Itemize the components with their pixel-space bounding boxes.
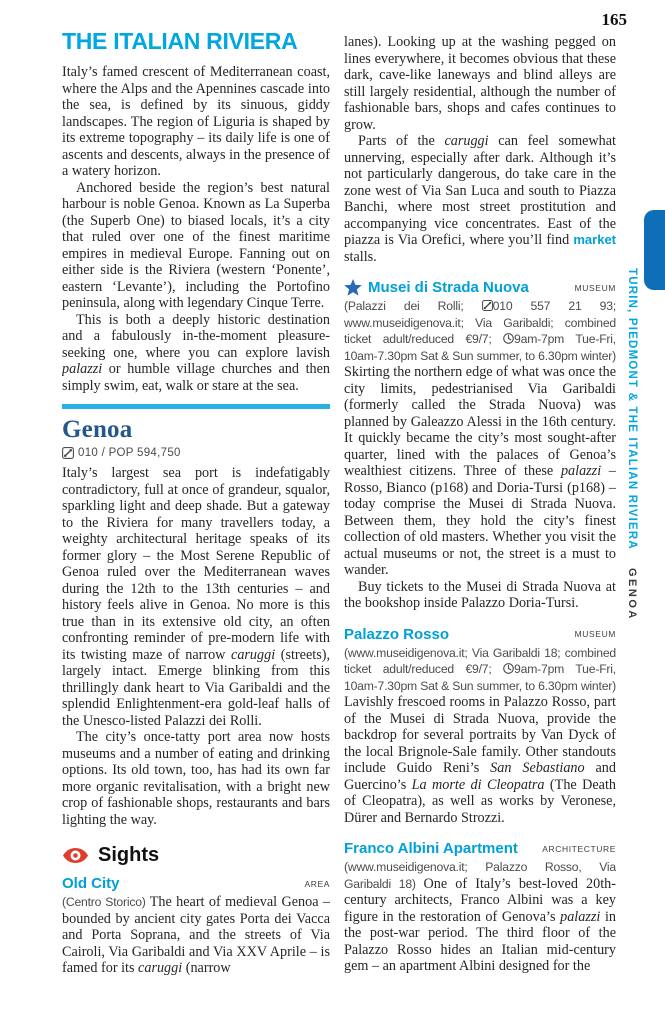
listing-title: Old City [62,875,120,892]
listing-title: Musei di Strada Nuova [368,279,529,296]
section-name-vertical: GENOA [626,568,638,622]
listing-body: (Centro Storico) The heart of medieval Genoa – bounded by ancient city gates Porta dei Vacca and Porta Soprana, and the streets of Via Cairoli, Via Garibaldi and Via XXV Aprile – is famed for its caruggi (narrow [62,894,330,976]
listing-category: MUSEUM [574,282,616,293]
genoa-section [62,404,330,828]
top-choice-star-icon [344,279,362,296]
continued-paragraph: Parts of the caruggi can feel somewhat unnerving, especially after dark. Although it’s not particularly dangerous, do take care in the zone west of Via San Luca and south to Piazza Banchi, where most street prostitution and accompanying vice concentrates. East of the piazza is Via Orefici, where you’ll find market stalls. [344,133,616,265]
intro-paragraph: Anchored beside the region’s best natural harbour is noble Genoa. Known as La Superba (the Superb One) to biased locals, it’s a city that ruled over one of the finest maritime empires in medieval Europe. Fanning out on either side is the Riviera (western ‘Ponente’, eastern ‘Levante’), including the Portofino peninsula, along with legendary Cinque Terre. [62,179,330,311]
listing-header [344,626,616,643]
chapter-thumb-tab [644,210,665,290]
continued-paragraph: lanes). Looking up at the washing pegged on lines everywhere, it becomes obvious that these dark, cave-like laneways and blind alleys are still largely residential, although the number of fashionable bars, shops and cafes continues to grow. [344,34,616,133]
sights-heading-label: Sights [98,844,160,866]
listing-body: (www.museidigenova.it; Palazzo Rosso, Via Garibaldi 18) One of Italy’s best-loved 20th-century architects, Franco Albini was a key figure in the restoration of Genova’s palazzi in the post-war period. The third floor of the Palazzo Rosso hides an Italian mid-century gem – an apartment Albini designed for the [344,860,616,974]
listing-body: Buy tickets to the Musei di Strada Nuova at the bookshop inside Palazzo Doria-Tursi. [344,578,616,611]
chapter-title: THE ITALIAN RIVIERA [62,28,298,54]
market-crossref-link[interactable]: market [573,232,616,247]
listing-old-city [62,875,330,977]
listing-body: (Palazzi dei Rolli; 010 557 21 93; www.museidigenova.it; Via Garibaldi; combined ticket adult/reduced €9/7; 9am-7pm Tue-Fri, 10am-7.30pm Sat & Sun summer, to 6.30pm winter) Skirting the northern edge of what was once the city limits, pedestrianised Via Garibaldi (formerly called the Strada Nuova) was planned by Galeazzo Alessi in the 16th century. It quickly became the city’s most sought-after quarter, lined with the palaces of Genoa’s wealthiest citizens. Three of these palazzi – Rosso, Bianco (p168) and Doria-Tursi (p168) – today comprise the Musei di Strada Nuova. Between them, they hold the city’s finest collection of old masters. Whether you visit the actual museums or not, the street is a must to wander. [344,299,616,578]
city-paragraph: The city’s once-tatty port area now hosts museums and a number of eating and drinking options. Its old town, too, has had its own far more organic revitalisation, with a bright new crop of fashionable shops, restaurants and bars lighting the way. [62,729,330,828]
city-phone-pop: 010 / POP 594,750 [78,447,181,459]
listing-category: ARCHITECTURE [542,843,616,854]
section-divider-bar [62,404,330,409]
intro-paragraph: Italy’s famed crescent of Mediterranean coast, where the Alps and the Apennines cascade into the sea, is defined by its sinuous, giddy landscapes. The region of Liguria is shaped by its extreme topography – its daily life is one of ascents and descents, always in the presence of a watery horizon. [62,64,330,179]
eye-icon [62,847,89,864]
listing-body: (www.museidigenova.it; Via Garibaldi 18; combined ticket adult/reduced €9/7; 9am-7pm Tue-Fri, 10am-7.30pm Sat & Sun summer, to 6.30pm winter) Lavishly frescoed rooms in Palazzo Rosso, part of the Musei di Strada Nuova, provide the backdrop for several portraits by Van Dyck of the local Brignole-Sale family. Other standouts include Guido Reni’s San Sebastiano and Guercino’s La morte di Cleopatra (The Death of Cleopatra), as well as works by Veronese, Dürer and Bernardo Strozzi. [344,645,616,826]
phone-icon [482,300,493,311]
listing-title: Franco Albini Apartment [344,840,518,857]
sights-heading [62,844,330,867]
chapter-name-vertical: TURIN, PIEDMONT & THE ITALIAN RIVIERA [626,268,638,550]
intro-paragraph: This is both a deeply historic destination and a fabulously in-the-moment pleasure-seeking one, where you can explore lavish palazzi or humble village churches and then simply swim, eat, walk or stare at the sea. [62,311,330,394]
listing-category: MUSEUM [574,629,616,639]
city-meta [62,447,330,459]
listing-title: Palazzo Rosso [344,625,450,643]
listing-header [344,279,616,296]
right-column [344,34,616,1024]
listing-palazzo-rosso [344,626,616,827]
listing-franco-albini-apartment [344,840,616,975]
listing-musei-di-strada-nuova [344,279,616,612]
city-paragraph: Italy’s largest sea port is indefatigably contradictory, full at once of grandeur, squalor, sparkling light and deep shade. But a gateway to the Riviera for many travellers today, a weighty architectural heritage speaks of its former glory – the Most Serene Republic of Genoa ruled over the Mediterranean waves during the 12th to the 13th centuries – and history feels alive in Genoa. No more is this true than in its extensive old city, an often confronting reminder of pre-modern life with its twisting maze of narrow caruggi (streets), largely intact. Emerge blinking from this thrillingly dank heart to Via Garibaldi and the splendid Enlightenment-era gold-leaf halls of the Unesco-listed Palazzi dei Rolli. [62,465,330,729]
left-column [62,28,330,1024]
city-heading: Genoa [62,416,133,443]
listing-category: AREA [304,878,330,889]
page-number: 165 [601,10,627,29]
listing-header [62,875,330,892]
listing-header [344,840,616,857]
clock-icon [503,663,514,674]
chapter-sidebar-label [623,268,641,621]
clock-icon [503,333,514,344]
phone-icon [62,447,74,459]
